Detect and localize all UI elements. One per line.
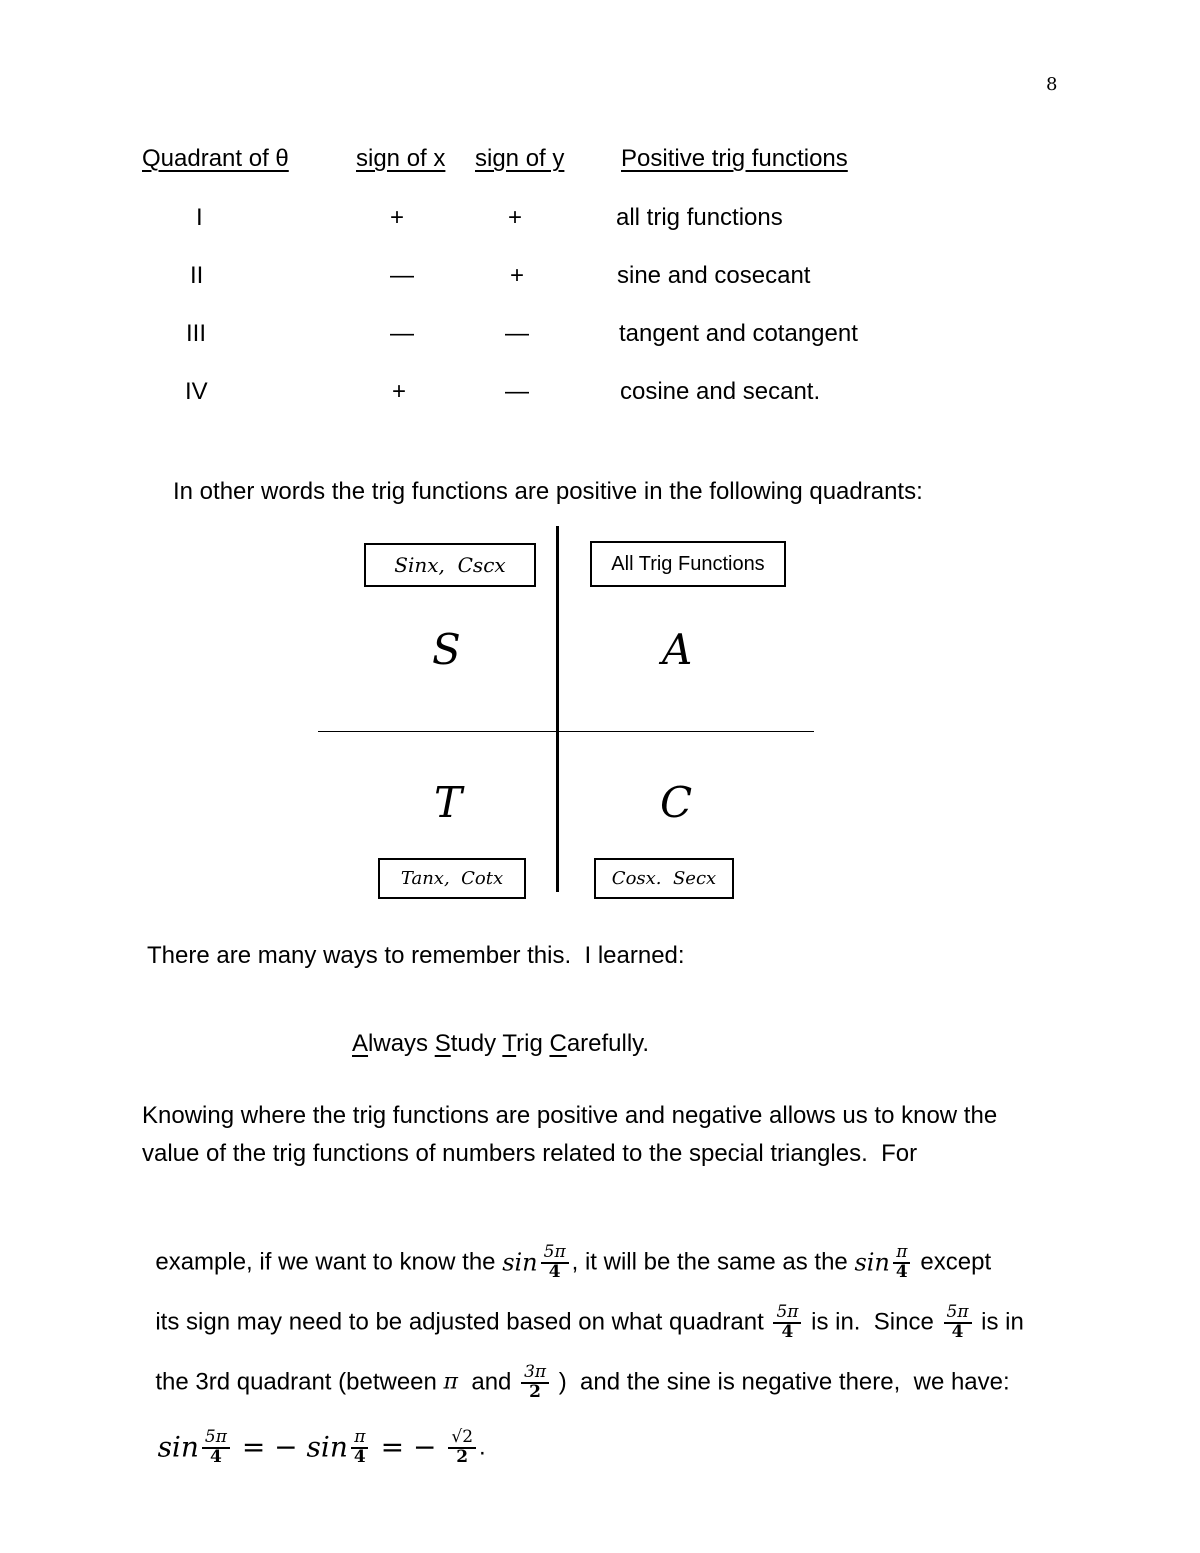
row-2-sign-x: — (390, 262, 414, 289)
mnemonic-a-initial: A (352, 1030, 369, 1057)
q3-functions-box: Tanx, Cotx (378, 858, 526, 899)
horizontal-axis (318, 731, 814, 732)
header-positive-label: Positive trig functions (621, 145, 848, 172)
fraction-numerator: √2 (448, 1429, 476, 1449)
mnemonic-intro: There are many ways to remember this. I learned: (147, 942, 685, 969)
header-quadrant-label: Quadrant of θ (142, 145, 289, 172)
row-2-positive: sine and cosecant (617, 262, 811, 289)
fraction-denominator: 4 (781, 1321, 794, 1342)
fraction-denominator: 4 (548, 1261, 561, 1282)
fraction-denominator: 4 (210, 1446, 222, 1467)
row-4-positive: cosine and secant. (620, 378, 821, 405)
fraction-numerator: 5π (944, 1304, 972, 1324)
mnemonic-t-rest: rig (516, 1030, 550, 1057)
page-number: 8 (1046, 74, 1058, 95)
row-2-quadrant: II (190, 262, 204, 289)
equals-negative: = − (371, 1430, 446, 1464)
row-3-sign-x: — (390, 320, 414, 347)
q4-letter-c: C (660, 778, 693, 827)
sin-label: sin (306, 1430, 348, 1464)
row-3-sign-y: — (505, 320, 529, 347)
mnemonic-s-initial: S (434, 1030, 451, 1057)
fraction-sqrt2-over-2 (448, 1426, 476, 1467)
fraction-numerator: 3π (521, 1364, 549, 1384)
q3-letter-t: T (434, 778, 463, 827)
equation-period: . (479, 1433, 486, 1461)
fraction-denominator: 2 (456, 1446, 469, 1467)
fraction-denominator: 4 (353, 1446, 366, 1467)
header-positive (621, 145, 848, 173)
line3-text-a: example, if we want to know the (155, 1248, 503, 1276)
line4-text-b: is in. Since (804, 1308, 941, 1336)
header-quadrant (142, 145, 289, 173)
header-sign-y-label: sign of y (475, 145, 565, 172)
fraction-5pi-over-4 (202, 1426, 230, 1467)
q2-letter-s: S (432, 625, 461, 674)
equals-negative: = − (232, 1430, 307, 1464)
mnemonic-c-initial: C (549, 1030, 567, 1057)
row-4-sign-x: + (392, 378, 407, 405)
paragraph-line-1: Knowing where the trig functions are positive and negative allows us to know the (142, 1102, 998, 1129)
pi-symbol: π (443, 1369, 459, 1395)
line4-text-a: its sign may need to be adjusted based on what quadrant (155, 1308, 771, 1336)
row-1-quadrant: I (196, 204, 203, 231)
sin-label: sin (854, 1248, 890, 1277)
mnemonic-t-initial: T (502, 1030, 517, 1057)
header-sign-y (475, 145, 564, 173)
final-equation (142, 1356, 486, 1478)
line5-text-a: the 3rd quadrant (between (155, 1368, 444, 1396)
mnemonic-s-rest: tudy (450, 1030, 503, 1057)
header-sign-x-label: sign of x (356, 145, 446, 172)
fraction-3pi-over-2 (521, 1361, 549, 1402)
line5-text-b: and (458, 1368, 519, 1396)
row-2-sign-y: + (510, 262, 525, 289)
line5-text-c: ) and the sine is negative there, we have: (552, 1368, 1010, 1396)
q1-functions-box: All Trig Functions (590, 541, 786, 587)
mnemonic-a-rest: lways (368, 1030, 435, 1057)
sin-label: sin (157, 1430, 199, 1464)
intro-sentence: In other words the trig functions are positive in the following quadrants: (173, 478, 923, 505)
fraction-numerator: π (893, 1244, 910, 1264)
row-4-sign-y: — (505, 378, 529, 405)
line3-text-b: , it will be the same as the (571, 1248, 855, 1276)
sin-label: sin (502, 1248, 538, 1277)
vertical-axis (556, 526, 559, 892)
fraction-numerator: 5π (202, 1429, 230, 1449)
line4-text-c: is in (974, 1308, 1024, 1336)
fraction-denominator: 4 (951, 1321, 964, 1342)
fraction-pi-over-4 (351, 1426, 369, 1467)
q2-functions-box: Sinx, Cscx (364, 543, 536, 587)
mnemonic-phrase (340, 1002, 649, 1058)
paragraph-line-2: value of the trig functions of numbers related to the special triangles. For (142, 1140, 918, 1167)
fraction-numerator: 5π (541, 1244, 569, 1264)
mnemonic-c-rest: arefully. (566, 1030, 650, 1057)
q1-letter-a: A (662, 625, 693, 674)
fraction-numerator: 5π (773, 1304, 801, 1324)
row-1-sign-y: + (508, 204, 523, 231)
row-4-quadrant: IV (185, 378, 208, 405)
row-3-quadrant: III (186, 320, 207, 347)
row-1-sign-x: + (390, 204, 405, 231)
row-1-positive: all trig functions (616, 204, 783, 231)
fraction-denominator: 2 (529, 1381, 541, 1402)
line3-text-c: except (913, 1248, 992, 1276)
row-3-positive: tangent and cotangent (619, 320, 858, 347)
q4-functions-box: Cosx. Secx (594, 858, 734, 899)
fraction-numerator: π (351, 1429, 368, 1449)
header-sign-x (356, 145, 445, 173)
fraction-denominator: 4 (895, 1261, 908, 1282)
